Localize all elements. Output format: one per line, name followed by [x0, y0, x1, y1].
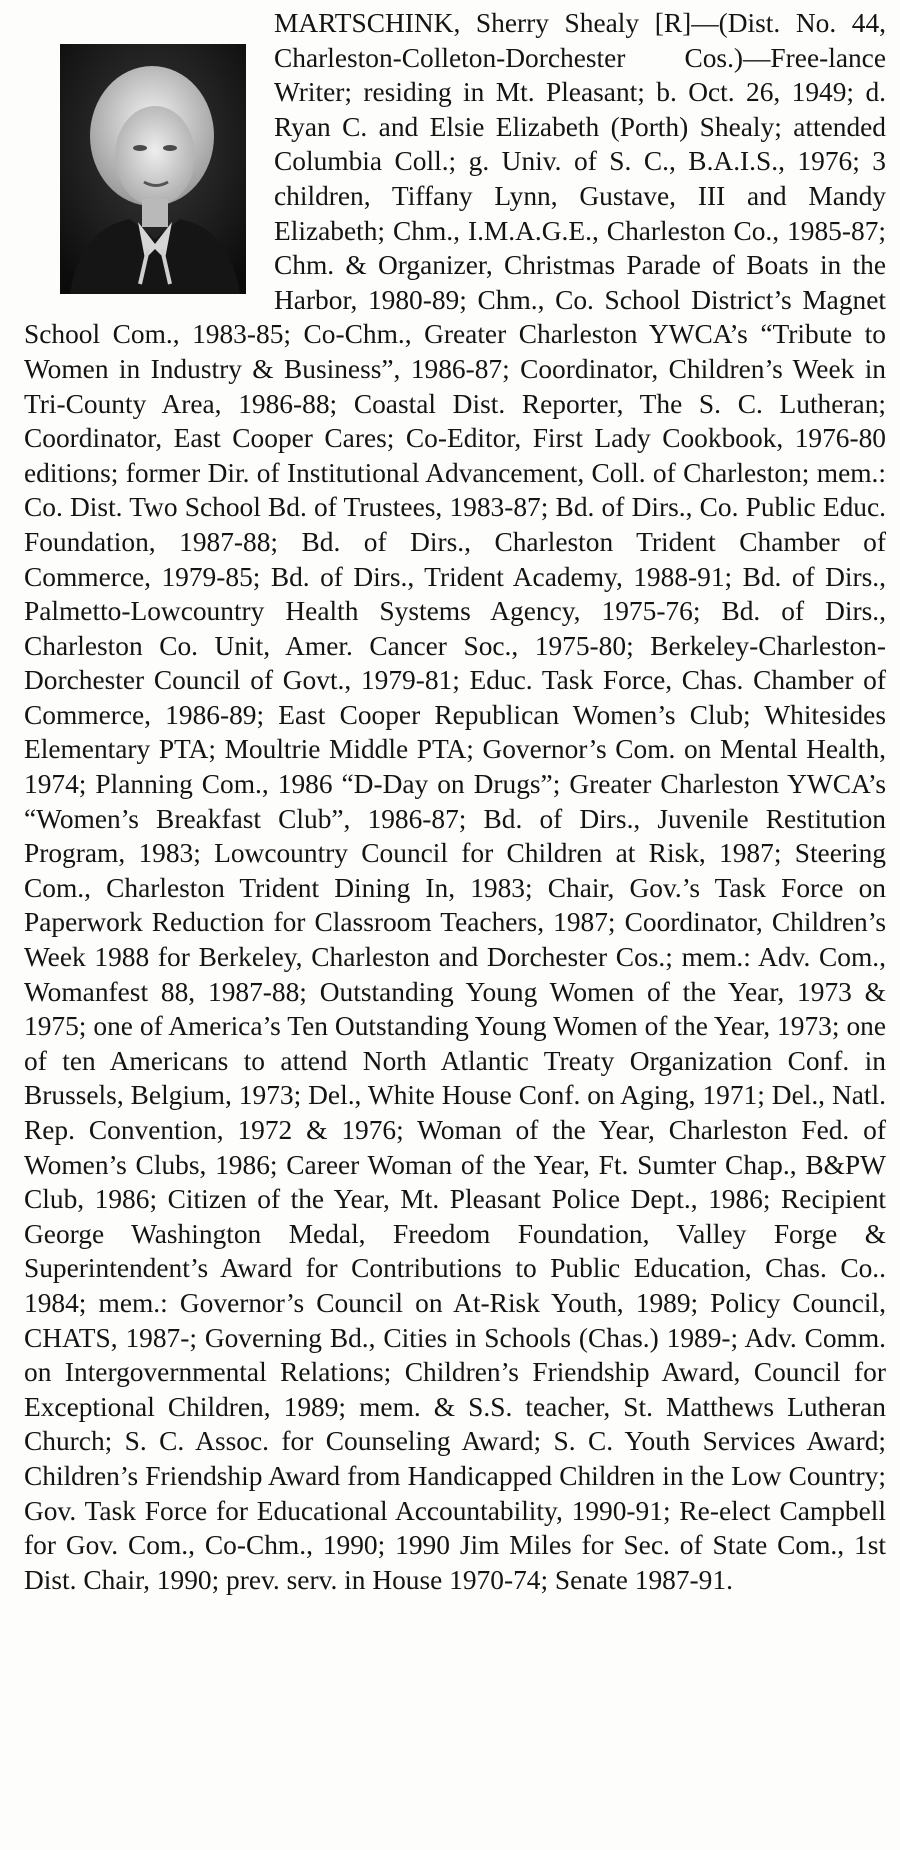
portrait-photo — [60, 44, 246, 294]
biography-text: —(Dist. No. 44, Charleston-Colleton-Dorchester Cos.)—Free-lance Writer; residing in Mt. Pleasant; b. Oct. 26, 1949; d. Ryan C. and Elsie Elizabeth (Porth) Shealy; attended Columbia Coll.; g. Univ. of S. C., B.A.I.S., 1976; 3 children, Tiffany Lynn, Gustave, III and Mandy Elizabeth; Chm., I.M.A.G.E., Charleston Co., 1985-87; Chm. & Organizer, Christmas Parade of Boats in the Harbor, 1980-89; Chm., Co. School District’s Magnet School Com., 1983-85; Co-Chm., Greater Charleston YWCA’s “Tribute to Women in Industry & Business”, 1986-87; Coordinator, Children’s Week in Tri-County Area, 1986-88; Coastal Dist. Reporter, The S. C. Lutheran; Coordinator, East Cooper Cares; Co-Editor, First Lady Cookbook, 1976-80 editions; former Dir. of Institutional Advancement, Coll. of Charleston; mem.: Co. Dist. Two School Bd. of Trustees, 1983-87; Bd. of Dirs., Co. Public Educ. Foundation, 1987-88; Bd. of Dirs., Charleston Trident Chamber of Commerce, 1979-85; Bd. of Dirs., Trident Academy, 1988-91; Bd. of Dirs., Palmetto-Lowcountry Health Systems Agency, 1975-76; Bd. of Dirs., Charleston Co. Unit, Amer. Cancer Soc., 1975-80; Berkeley-Charleston-Dorchester Council of Govt., 1979-81; Educ. Task Force, Chas. Chamber of Commerce, 1986-89; East Cooper Republican Women’s Club; Whitesides Elementary PTA; Moultrie Middle PTA; Governor’s Com. on Mental Health, 1974; Planning Com., 1986 “D-Day on Drugs”; Greater Charleston YWCA’s “Women’s Breakfast Club”, 1986-87; Bd. of Dirs., Juvenile Restitution Program, 1983; Lowcountry Council for Children at Risk, 1987; Steering Com., Charleston Trident Dining In, 1983; Chair, Gov.’s Task Force on Paperwork Reduction for Classroom Teachers, 1987; Coordinator, Children’s Week 1988 for Berkeley, Charleston and Dorchester Cos.; mem.: Adv. Com., Womanfest 88, 1987-88; Outstanding Young Women of the Year, 1973 & 1975; one of America’s Ten Outstanding Young Women of the Year, 1973; one of ten Americans to attend North Atlantic Treaty Organization Conf. in Brussels, Belgium, 1973; Del., White House Conf. on Aging, 1971; Del., Natl. Rep. Convention, 1972 & 1976; Woman of the Year, Charleston Fed. of Women’s Clubs, 1986; Career Woman of the Year, Ft. Sumter Chap., B&PW Club, 1986; Citizen of the Year, Mt. Pleasant Police Dept., 1986; Recipient George Washington Medal, Freedom Foundation, Valley Forge & Superintendent’s Award for Contributions to Public Education, Chas. Co.. 1984; mem.: Governor’s Council on At-Risk Youth, 1989; Policy Council, CHATS, 1987-; Governing Bd., Cities in Schools (Chas.) 1989-; Adv. Comm. on Intergovernmental Relations; Children’s Friendship Award, Council for Exceptional Children, 1989; mem. & S.S. teacher, St. Matthews Lutheran Church; S. C. Assoc. for Counseling Award; S. C. Youth Services Award; Children’s Friendship Award from Handicapped Children in the Low Country; Gov. Task Force for Educational Accountability, 1990-91; Re-elect Campbell for Gov. Com., Co-Chm., 1990; 1990 Jim Miles for Sec. of State Com., 1st Dist. Chair, 1990; prev. serv. in House 1970-74; Senate 1987-91. — [24, 8, 887, 1595]
party-affiliation: [R] — [654, 8, 692, 38]
biography-entry — [24, 6, 886, 1597]
entry-name: MARTSCHINK, Sherry Shealy — [274, 8, 655, 38]
